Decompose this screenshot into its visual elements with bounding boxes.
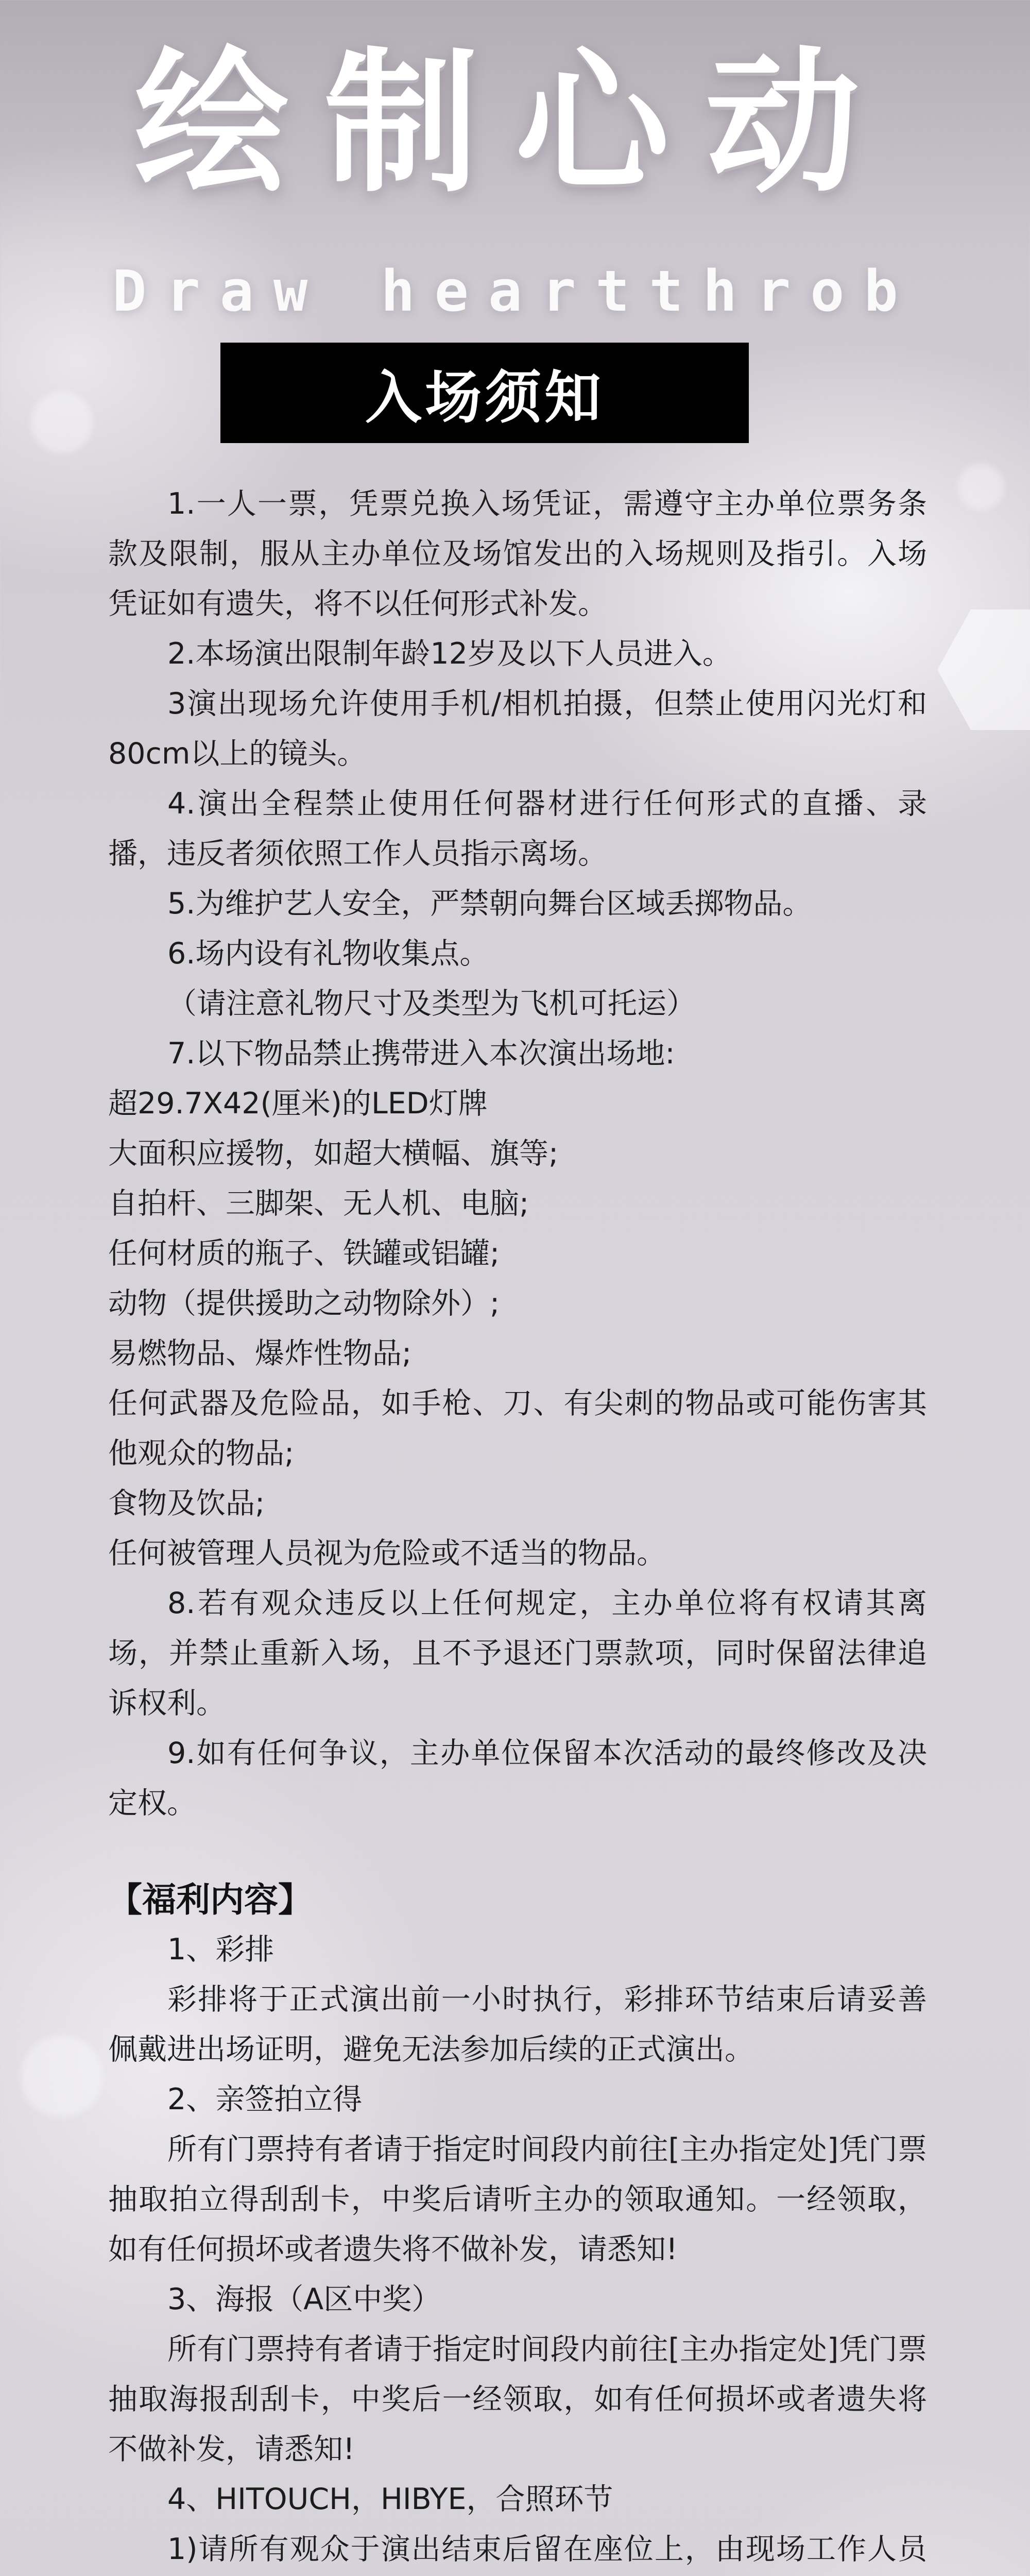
prohibited-item: 任何武器及危险品，如手枪、刀、有尖刺的物品或可能伤害其他观众的物品;: [108, 1386, 927, 1470]
bokeh-light: [31, 392, 93, 453]
prohibited-item: 任何材质的瓶子、铁罐或铝罐;: [108, 1236, 500, 1270]
notice-item: 9.如有任何争议，主办单位保留本次活动的最终修改及决定权。: [108, 1736, 927, 1820]
prohibited-item: 动物（提供援助之动物除外）;: [108, 1286, 500, 1320]
bokeh-light: [21, 2035, 103, 2117]
benefit-text: 1)请所有观众于演出结束后留在座位上，由现场工作人员: [167, 2532, 927, 2566]
prohibited-item: 任何被管理人员视为危险或不适当的物品。: [108, 1536, 666, 1570]
benefit-text: 所有门票持有者请于指定时间段内前往[主办指定处]凭门票抽取海报刮刮卡，中奖后一经领取，如有任何损坏或者遗失将不做补发，请悉知!: [108, 2332, 927, 2466]
prohibited-item: 大面积应援物，如超大横幅、旗等;: [108, 1137, 559, 1171]
benefits-heading: 【福利内容】: [108, 1880, 312, 1920]
hexagon-light: [937, 603, 1030, 737]
prohibited-item: 易燃物品、爆炸性物品;: [108, 1336, 412, 1370]
benefit-title: 4、HITOUCH，HIBYE，合照环节: [167, 2482, 613, 2516]
hero-title: 绘制心动: [134, 33, 896, 213]
notice-item: 5.为维护艺人安全，严禁朝向舞台区域丢掷物品。: [167, 887, 812, 921]
notice-item: 8.若有观众违反以上任何规定，主办单位将有权请其离场，并禁止重新入场，且不予退还门票款项，同时保留法律追诉权利。: [108, 1586, 927, 1720]
prohibited-item: 超29.7X42(厘米)的LED灯牌: [108, 1087, 488, 1121]
notice-item: 2.本场演出限制年龄12岁及以下人员进入。: [167, 637, 732, 671]
notice-item: 6.场内设有礼物收集点。: [167, 937, 489, 971]
notice-heading-bar: [220, 343, 749, 443]
benefit-title: 1、彩排: [167, 1933, 274, 1967]
benefit-title: 3、海报（A区中奖）: [167, 2282, 441, 2316]
benefit-title: 2、亲签拍立得: [167, 2082, 363, 2116]
bokeh-light: [958, 464, 1004, 510]
notice-item: 3演出现场允许使用手机/相机拍摄，但禁止使用闪光灯和80cm以上的镜头。: [108, 687, 927, 771]
notice-heading: 入场须知: [365, 364, 604, 431]
prohibited-item: 自拍杆、三脚架、无人机、电脑;: [108, 1187, 529, 1221]
benefit-text: 彩排将于正式演出前一小时执行，彩排环节结束后请妥善佩戴进出场证明，避免无法参加后续的正式演出。: [108, 1982, 927, 2066]
section-spacer: [108, 1828, 927, 1875]
content-body: [108, 479, 927, 2576]
benefit-text: 所有门票持有者请于指定时间段内前往[主办指定处]凭门票抽取拍立得刮刮卡，中奖后请听主办的领取通知。一经领取，如有任何损坏或者遗失将不做补发，请悉知!: [108, 2132, 927, 2266]
notice-item: 4.演出全程禁止使用任何器材进行任何形式的直播、录播，违反者须依照工作人员指示离场。: [108, 787, 927, 871]
prohibited-item: 食物及饮品;: [108, 1486, 265, 1520]
hero-subtitle: Draw heartthrob: [112, 258, 918, 324]
notice-item: 7.以下物品禁止携带进入本次演出场地:: [167, 1037, 675, 1071]
notice-item: （请注意礼物尺寸及类型为飞机可托运）: [167, 987, 696, 1021]
notice-item: 1.一人一票，凭票兑换入场凭证，需遵守主办单位票务条款及限制，服从主办单位及场馆发出的入场规则及指引。入场凭证如有遗失，将不以任何形式补发。: [108, 487, 927, 621]
